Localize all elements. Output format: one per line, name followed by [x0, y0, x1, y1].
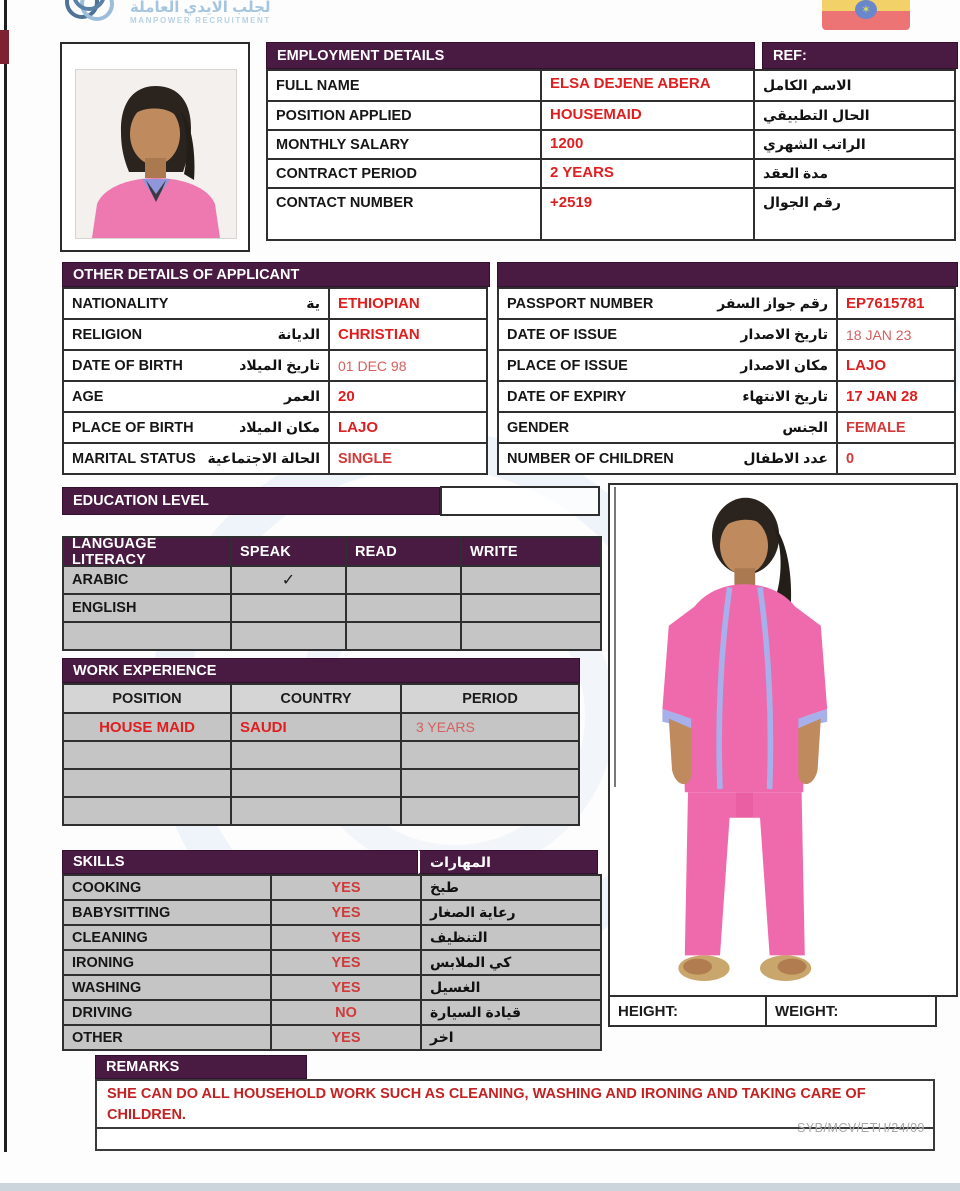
- field-arabic: رقم جواز السفر: [717, 295, 828, 311]
- globe-icon: [64, 0, 116, 32]
- education-level-value: [440, 486, 600, 516]
- column-header: PERIOD: [402, 685, 578, 712]
- field-label: GENDER: [507, 419, 570, 436]
- language-name: ARABIC: [64, 567, 230, 593]
- field-label: NATIONALITY: [72, 295, 169, 312]
- field-label-cell: [64, 413, 328, 442]
- field-value: FEMALE: [838, 413, 954, 442]
- skills-title: SKILLS: [62, 850, 418, 874]
- scan-line-artifact: [614, 487, 616, 787]
- field-label: RELIGION: [72, 326, 143, 343]
- field-arabic: الراتب الشهري: [755, 131, 954, 158]
- employment-details-header: [266, 42, 958, 69]
- remarks-title: REMARKS: [95, 1055, 307, 1079]
- work-experience-table: [62, 683, 580, 826]
- scan-edge-line: [4, 0, 7, 1152]
- country-cell: [232, 798, 400, 824]
- field-label: AGE: [72, 388, 104, 405]
- skill-arabic: طبخ: [422, 876, 600, 899]
- speak-checkmark: ✓: [232, 567, 345, 593]
- ethiopia-flag-icon: [822, 0, 910, 30]
- speak-cell: [232, 623, 345, 649]
- column-header: READ: [347, 538, 460, 565]
- skill-arabic: قيادة السيارة: [422, 1001, 600, 1024]
- field-value: 2 YEARS: [542, 160, 753, 187]
- field-arabic: تاريخ الميلاد: [239, 357, 320, 373]
- field-value: 1200: [542, 131, 753, 158]
- other-details-header-right: [497, 262, 958, 287]
- skill-label: IRONING: [64, 951, 270, 974]
- language-literacy-table: [62, 536, 602, 651]
- column-header: COUNTRY: [232, 685, 400, 712]
- language-name: ENGLISH: [64, 595, 230, 621]
- field-arabic: مكان الاصدار: [740, 357, 828, 373]
- field-arabic: الجنس: [782, 419, 828, 435]
- position-cell: [64, 798, 230, 824]
- field-label-cell: [499, 320, 836, 349]
- skill-value: YES: [272, 951, 420, 974]
- language-name: [64, 623, 230, 649]
- field-arabic: رقم الجوال: [755, 189, 954, 239]
- field-label: MARITAL STATUS: [72, 450, 196, 467]
- field-value: ETHIOPIAN: [330, 289, 486, 318]
- scan-bottom-strip: [0, 1183, 960, 1191]
- read-cell: [347, 567, 460, 593]
- field-value: 01 DEC 98: [330, 351, 486, 380]
- country-cell: [232, 770, 400, 796]
- full-body-photo-frame: [608, 483, 958, 997]
- skill-value: YES: [272, 976, 420, 999]
- field-arabic: عدد الاطفال: [743, 450, 828, 466]
- full-body-photo: [624, 488, 864, 994]
- height-label: HEIGHT:: [610, 997, 765, 1025]
- field-label-cell: [64, 444, 328, 473]
- logo-english-text: MANPOWER RECRUITMENT: [130, 16, 271, 25]
- field-label-cell: [499, 444, 836, 473]
- country-cell: [232, 742, 400, 768]
- education-level-title: EDUCATION LEVEL: [62, 487, 440, 515]
- skill-value: NO: [272, 1001, 420, 1024]
- skill-value: YES: [272, 926, 420, 949]
- write-cell: [462, 595, 600, 621]
- field-label: PASSPORT NUMBER: [507, 295, 654, 312]
- skill-label: OTHER: [64, 1026, 270, 1049]
- field-label-cell: [499, 351, 836, 380]
- field-label: MONTHLY SALARY: [268, 131, 540, 158]
- field-label: CONTRACT PERIOD: [268, 160, 540, 187]
- field-label-cell: [64, 289, 328, 318]
- field-label-cell: [499, 289, 836, 318]
- skill-label: CLEANING: [64, 926, 270, 949]
- read-cell: [347, 595, 460, 621]
- column-header: LANGUAGE LITERACY: [64, 538, 230, 565]
- field-label: PLACE OF ISSUE: [507, 357, 628, 374]
- field-value: 17 JAN 28: [838, 382, 954, 411]
- field-label-cell: [499, 382, 836, 411]
- write-cell: [462, 623, 600, 649]
- scan-artifact: [0, 30, 9, 64]
- field-label: DATE OF BIRTH: [72, 357, 183, 374]
- skill-value: YES: [272, 1026, 420, 1049]
- field-arabic: ية: [306, 295, 320, 311]
- weight-label: WEIGHT:: [767, 997, 935, 1025]
- field-label: DATE OF ISSUE: [507, 326, 618, 343]
- speak-cell: [232, 595, 345, 621]
- employment-details-title: EMPLOYMENT DETAILS: [266, 42, 755, 69]
- skill-label: BABYSITTING: [64, 901, 270, 924]
- other-details-title: OTHER DETAILS OF APPLICANT: [62, 262, 490, 287]
- field-label-cell: [64, 320, 328, 349]
- skill-arabic: رعاية الصغار: [422, 901, 600, 924]
- headshot-photo: [76, 70, 236, 238]
- field-value: SINGLE: [330, 444, 486, 473]
- field-arabic: العمر: [283, 388, 320, 404]
- skills-title-arabic: المهارات: [418, 850, 598, 874]
- remarks-text: SHE CAN DO ALL HOUSEHOLD WORK SUCH AS CLEANING, WASHING AND IRONING AND TAKING CARE OF CHILDREN.: [97, 1081, 933, 1129]
- position-cell: [64, 742, 230, 768]
- field-label-cell: [64, 382, 328, 411]
- field-label: FULL NAME: [268, 71, 540, 100]
- period-cell: [402, 742, 578, 768]
- field-arabic: مكان الميلاد: [239, 419, 320, 435]
- field-arabic: الحال التطبيقي: [755, 102, 954, 129]
- field-arabic: مدة العقد: [755, 160, 954, 187]
- country-cell: SAUDI: [232, 714, 400, 740]
- employment-details-table: [266, 69, 956, 241]
- field-label-cell: [499, 413, 836, 442]
- period-cell: 3 YEARS: [402, 714, 578, 740]
- work-experience-title: WORK EXPERIENCE: [62, 658, 580, 683]
- field-value: 20: [330, 382, 486, 411]
- field-label: DATE OF EXPIRY: [507, 388, 627, 405]
- field-arabic: الديانة: [277, 326, 320, 342]
- field-value: LAJO: [330, 413, 486, 442]
- field-value: HOUSEMAID: [542, 102, 753, 129]
- field-label: CONTACT NUMBER: [268, 189, 540, 239]
- skill-arabic: التنظيف: [422, 926, 600, 949]
- skills-table: [62, 874, 602, 1051]
- field-arabic: تاريخ الانتهاء: [742, 388, 828, 404]
- position-cell: [64, 770, 230, 796]
- field-label: PLACE OF BIRTH: [72, 419, 194, 436]
- ref-label: REF:: [762, 42, 958, 69]
- field-value: EP7615781: [838, 289, 954, 318]
- field-label: POSITION APPLIED: [268, 102, 540, 129]
- field-arabic: الاسم الكامل: [755, 71, 954, 100]
- header-gap: [755, 42, 762, 69]
- field-value: 0: [838, 444, 954, 473]
- field-value: LAJO: [838, 351, 954, 380]
- field-arabic: الحالة الاجتماعية: [207, 450, 320, 466]
- flag-emblem-icon: ✶: [855, 0, 877, 19]
- field-value: CHRISTIAN: [330, 320, 486, 349]
- field-value: ELSA DEJENE ABERA: [542, 71, 753, 100]
- field-arabic: تاريخ الاصدار: [740, 326, 828, 342]
- read-cell: [347, 623, 460, 649]
- column-header: POSITION: [64, 685, 230, 712]
- field-value: 18 JAN 23: [838, 320, 954, 349]
- remarks-box: [95, 1079, 935, 1151]
- document-code: SYB/MCV/ETH/24/09: [797, 1121, 925, 1135]
- skill-arabic: اخر: [422, 1026, 600, 1049]
- skill-arabic: كي الملابس: [422, 951, 600, 974]
- column-header: SPEAK: [232, 538, 345, 565]
- skill-arabic: الغسيل: [422, 976, 600, 999]
- other-details-right-table: [497, 287, 956, 475]
- write-cell: [462, 567, 600, 593]
- measurements-row: [608, 995, 937, 1027]
- headshot-photo-frame: [60, 42, 250, 252]
- other-details-left-table: [62, 287, 488, 475]
- field-label-cell: [64, 351, 328, 380]
- column-header: WRITE: [462, 538, 600, 565]
- logo-arabic-text: لجلب الايدي العاملة: [130, 0, 271, 16]
- skill-value: YES: [272, 901, 420, 924]
- period-cell: [402, 770, 578, 796]
- agency-logo: [64, 0, 271, 32]
- skill-label: COOKING: [64, 876, 270, 899]
- headshot-illustration: [76, 70, 236, 238]
- skills-header: [62, 850, 600, 874]
- field-label: NUMBER OF CHILDREN: [507, 450, 674, 467]
- skill-value: YES: [272, 876, 420, 899]
- period-cell: [402, 798, 578, 824]
- field-value: +2519: [542, 189, 753, 239]
- skill-label: DRIVING: [64, 1001, 270, 1024]
- position-cell: HOUSE MAID: [64, 714, 230, 740]
- skill-label: WASHING: [64, 976, 270, 999]
